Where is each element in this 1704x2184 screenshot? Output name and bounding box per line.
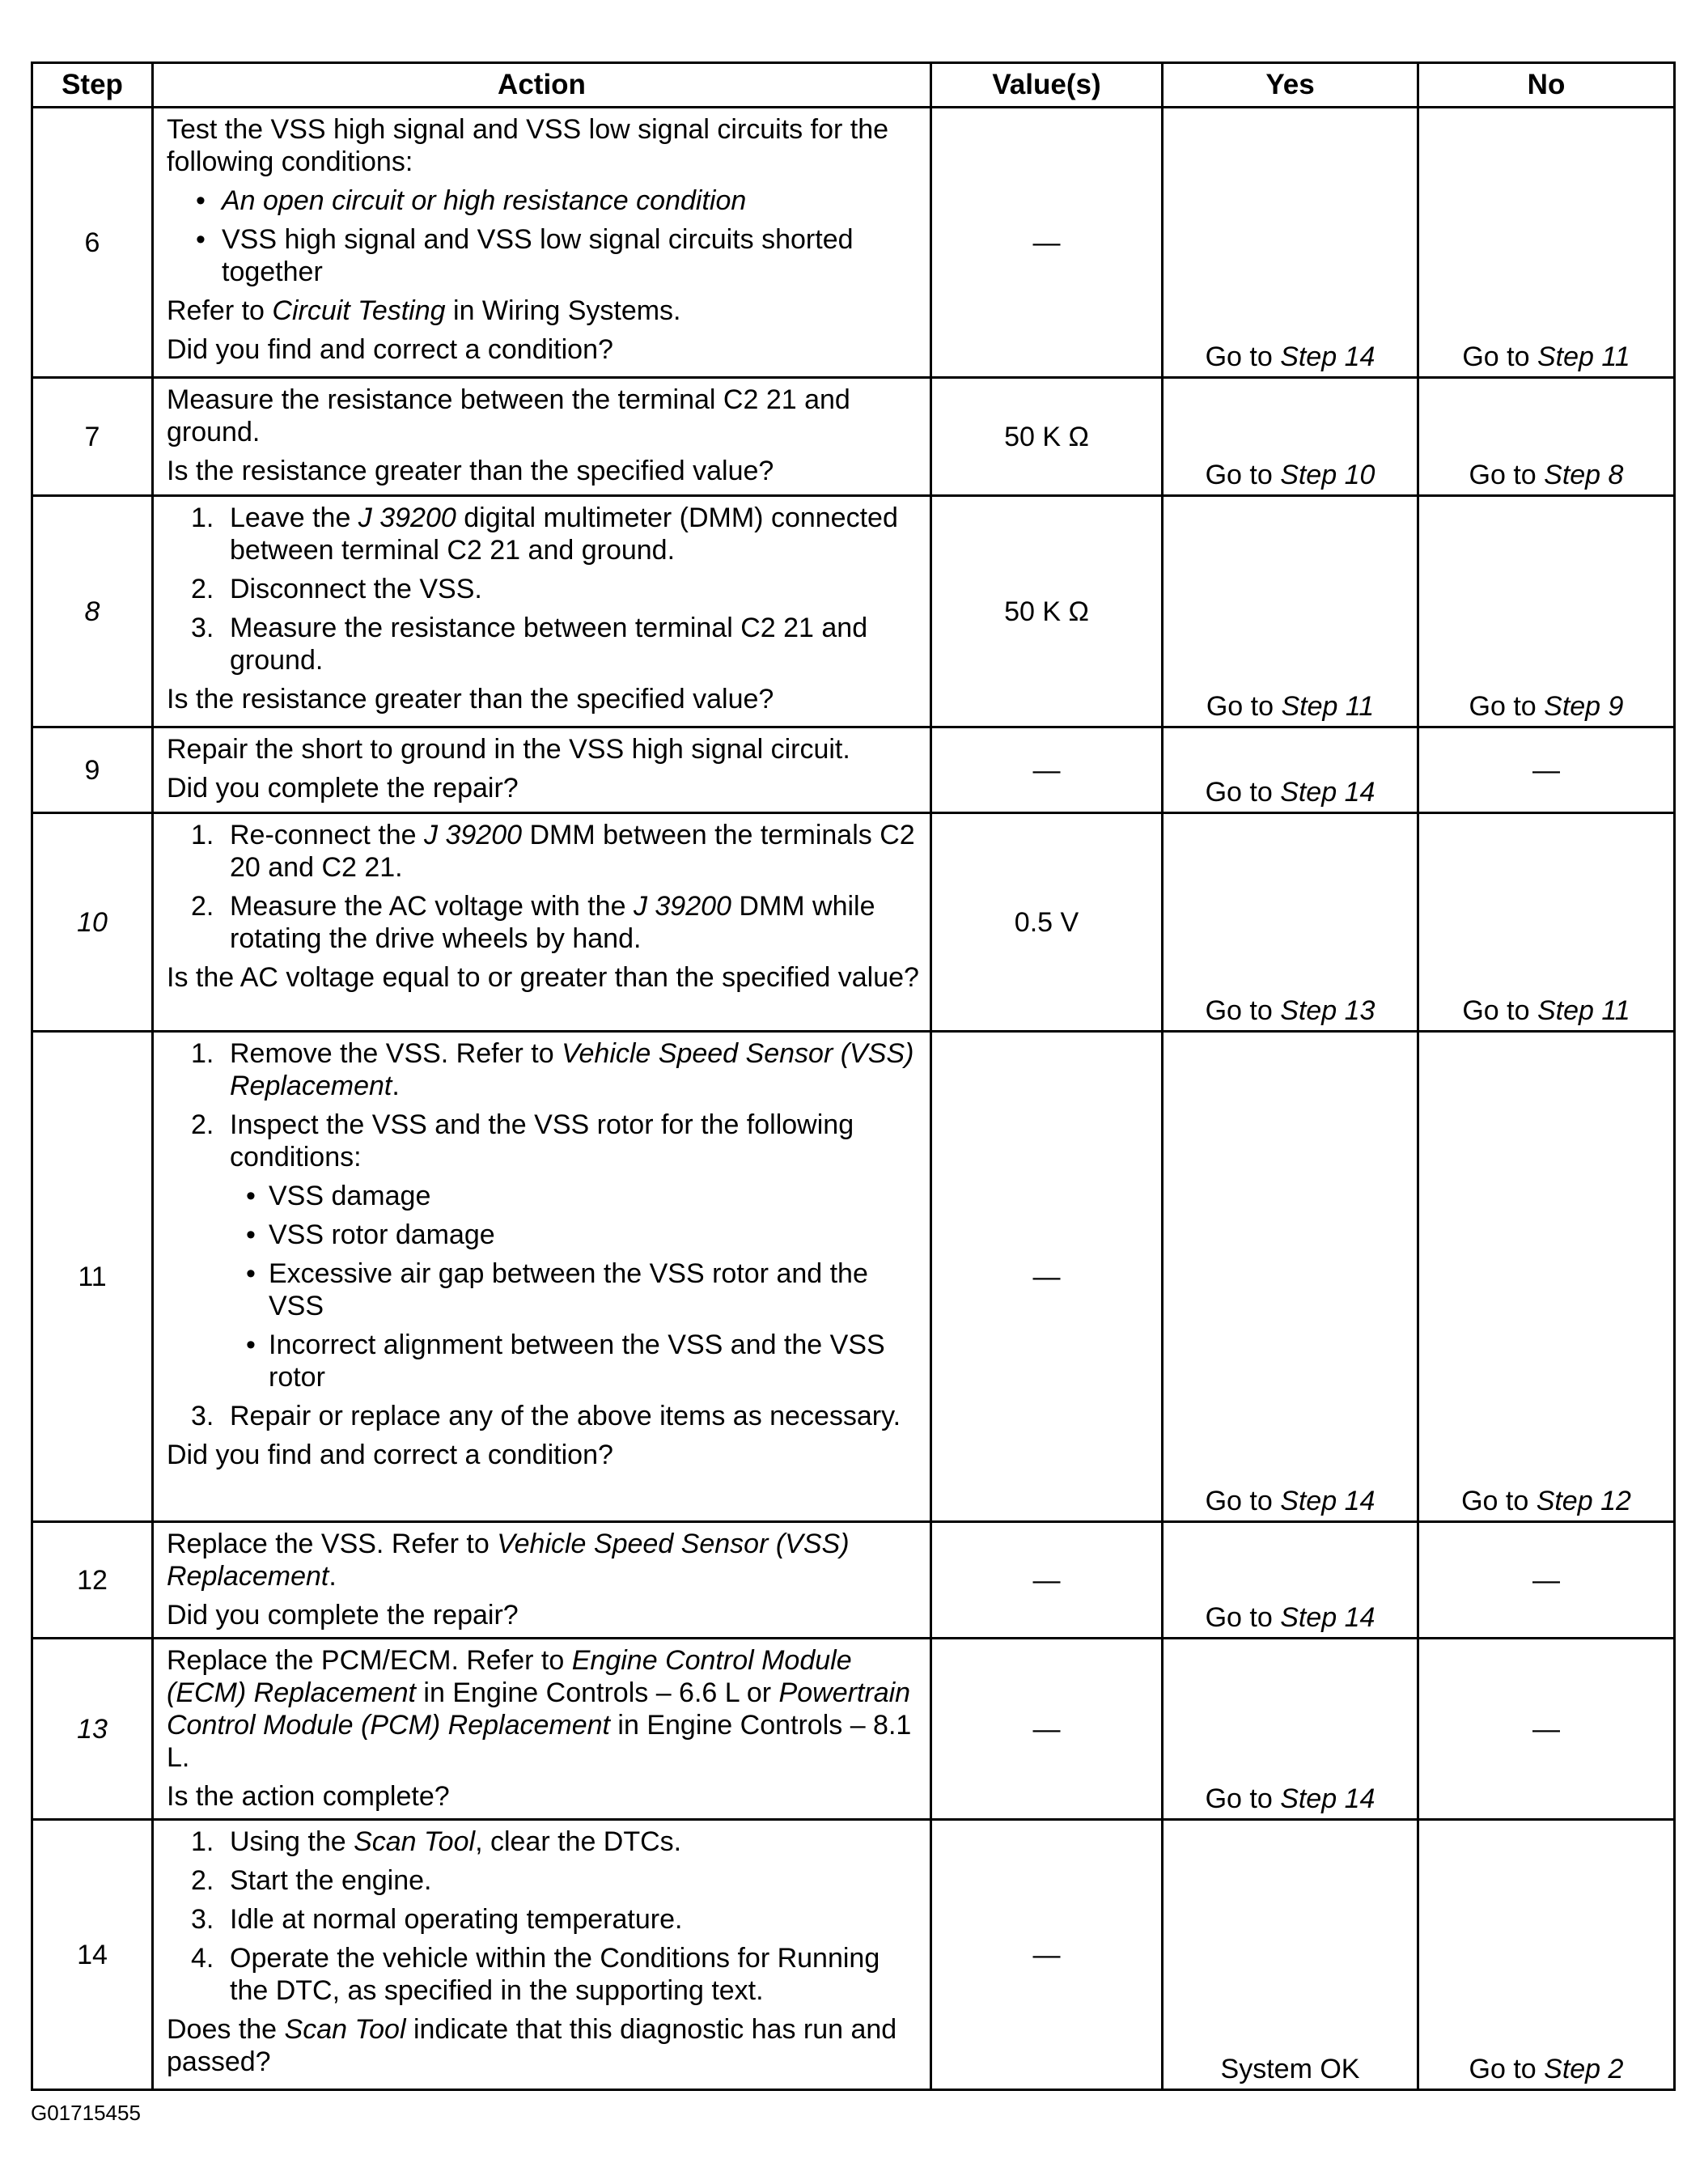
step-number: 12 [32, 1522, 153, 1639]
action-question: Did you find and correct a condition? [167, 334, 613, 365]
yes-cell: Go to Step 14 [1163, 1032, 1418, 1522]
no-cell: Go to Step 12 [1418, 1032, 1675, 1522]
yes-cell: Go to Step 11 [1163, 496, 1418, 727]
goto-step-link[interactable]: Step 8 [1544, 460, 1624, 490]
goto-step-link[interactable]: Step 11 [1537, 995, 1630, 1026]
list-item: 1. Leave the J 39200 digital multimeter (DMM) connected between terminal C2 21 and ground. [191, 503, 898, 566]
list-item: 1. Re-connect the J 39200 DMM between the terminals C2 20 and C2 21. [191, 820, 915, 883]
yes-cell: Go to Step 14 [1163, 1639, 1418, 1820]
action-refer: Refer to Circuit Testing in Wiring Systems. [167, 295, 681, 326]
goto-step-link[interactable]: Step 11 [1281, 691, 1375, 722]
goto-step-link[interactable]: Step 14 [1280, 1486, 1375, 1516]
goto-step-link[interactable]: Step 9 [1544, 691, 1624, 722]
reference-link[interactable]: Powertrain Control Module (PCM) Replacement [167, 1677, 911, 1741]
procedure-list [167, 1826, 920, 2007]
yes-cell: Go to Step 13 [1163, 813, 1418, 1032]
action-question: Is the resistance greater than the specified value? [167, 684, 774, 715]
procedure-list [167, 1037, 920, 1432]
goto-step-link[interactable]: Step 2 [1544, 2054, 1624, 2084]
diagnostic-table [31, 61, 1676, 2091]
reference-link[interactable]: Vehicle Speed Sensor (VSS) Replacement [167, 1529, 850, 1592]
table-row-step-11 [32, 1032, 1675, 1522]
goto-step-link[interactable]: Step 14 [1280, 1602, 1375, 1633]
header-no: No [1418, 63, 1675, 108]
step-number: 14 [32, 1820, 153, 2090]
list-item: 3. Idle at normal operating temperature. [191, 1904, 683, 1935]
goto-step-link[interactable]: Step 11 [1537, 341, 1630, 372]
goto-step-link[interactable]: Step 14 [1280, 1783, 1375, 1814]
step-number: 6 [32, 108, 153, 378]
action-cell [153, 1820, 931, 2090]
value-cell: 50 K Ω [931, 496, 1163, 727]
action-cell [153, 378, 931, 496]
action-cell [153, 813, 931, 1032]
yes-cell: System OK [1163, 1820, 1418, 2090]
no-cell: — [1418, 727, 1675, 813]
value-cell: — [931, 1032, 1163, 1522]
value-cell: 0.5 V [931, 813, 1163, 1032]
value-cell: — [931, 108, 1163, 378]
table-row-step-12 [32, 1522, 1675, 1639]
yes-cell: Go to Step 14 [1163, 727, 1418, 813]
action-cell [153, 108, 931, 378]
action-cell [153, 496, 931, 727]
step-number: 13 [32, 1639, 153, 1820]
no-cell: Go to Step 9 [1418, 496, 1675, 727]
table-row-step-14 [32, 1820, 1675, 2090]
table-row-step-10 [32, 813, 1675, 1032]
value-cell: — [931, 727, 1163, 813]
list-item: 2. Disconnect the VSS. [191, 574, 482, 604]
yes-cell: Go to Step 10 [1163, 378, 1418, 496]
procedure-list [167, 502, 920, 676]
step-number: 9 [32, 727, 153, 813]
action-cell [153, 1032, 931, 1522]
procedure-list [167, 819, 920, 955]
table-row-step-9 [32, 727, 1675, 813]
list-item: • VSS rotor damage [230, 1219, 920, 1251]
condition-list [230, 1180, 920, 1393]
action-cell [153, 727, 931, 813]
value-cell: — [931, 1522, 1163, 1639]
list-item: • VSS high signal and VSS low signal circuits shorted together [167, 223, 920, 288]
list-item: • VSS damage [230, 1180, 920, 1212]
list-item: • An open circuit or high resistance condition [167, 184, 920, 217]
step-number: 11 [32, 1032, 153, 1522]
table-row-step-13 [32, 1639, 1675, 1820]
list-item: 2. Measure the AC voltage with the J 39200 DMM while rotating the drive wheels by hand. [191, 891, 875, 954]
table-row-step-7 [32, 378, 1675, 496]
goto-step-link[interactable]: Step 10 [1280, 460, 1375, 490]
action-question: Did you complete the repair? [167, 773, 519, 804]
no-cell: Go to Step 8 [1418, 378, 1675, 496]
header-action: Action [153, 63, 931, 108]
reference-link[interactable]: Engine Control Module (ECM) Replacement [167, 1645, 852, 1708]
action-question: Is the AC voltage equal to or greater than the specified value? [167, 962, 919, 993]
no-cell: Go to Step 2 [1418, 1820, 1675, 2090]
goto-step-link[interactable]: Step 13 [1280, 995, 1375, 1026]
figure-id: G01715455 [31, 2101, 141, 2125]
goto-step-link[interactable]: Step 12 [1536, 1486, 1631, 1516]
goto-step-link[interactable]: Step 14 [1280, 341, 1375, 372]
list-item: 1. Using the Scan Tool, clear the DTCs. [191, 1826, 682, 1857]
action-question: Does the Scan Tool indicate that this diagnostic has run and passed? [167, 2014, 897, 2077]
action-cell [153, 1522, 931, 1639]
table-row-step-6 [32, 108, 1675, 378]
step-number: 8 [32, 496, 153, 727]
action-question: Did you complete the repair? [167, 1600, 519, 1631]
yes-cell: Go to Step 14 [1163, 1522, 1418, 1639]
header-yes: Yes [1163, 63, 1418, 108]
action-intro: Test the VSS high signal and VSS low signal circuits for the following conditions: [167, 114, 889, 177]
no-cell: — [1418, 1522, 1675, 1639]
no-cell: Go to Step 11 [1418, 108, 1675, 378]
reference-link[interactable]: Circuit Testing [272, 295, 446, 326]
value-cell: — [931, 1820, 1163, 2090]
action-question: Is the action complete? [167, 1781, 450, 1812]
step-number: 10 [32, 813, 153, 1032]
action-question: Is the resistance greater than the specified value? [167, 456, 774, 486]
list-item: 4. Operate the vehicle within the Conditions for Running the DTC, as specified in the supporting text. [191, 1943, 880, 2006]
action-refer: Replace the VSS. Refer to Vehicle Speed Sensor (VSS) Replacement. [167, 1529, 850, 1592]
header-row [32, 63, 1675, 108]
reference-link[interactable]: Vehicle Speed Sensor (VSS) Replacement [230, 1038, 914, 1101]
action-refer: Replace the PCM/ECM. Refer to Engine Control Module (ECM) Replacement in Engine Controls – 6.6 L or Powertrain Control Module (PCM) Replacement in Engine Controls – 8.1 L. [167, 1645, 912, 1773]
header-values: Value(s) [931, 63, 1163, 108]
list-item: • Incorrect alignment between the VSS and the VSS rotor [230, 1329, 920, 1393]
list-item: 1. Remove the VSS. Refer to Vehicle Speed Sensor (VSS) Replacement. [191, 1038, 914, 1101]
table-row-step-8 [32, 496, 1675, 727]
value-cell: — [931, 1639, 1163, 1820]
list-item: • Excessive air gap between the VSS rotor and the VSS [230, 1257, 920, 1322]
action-cell [153, 1639, 931, 1820]
action-text: Measure the resistance between the terminal C2 21 and ground. [167, 384, 850, 447]
goto-step-link[interactable]: Step 14 [1280, 777, 1375, 808]
no-cell: Go to Step 11 [1418, 813, 1675, 1032]
action-text: Repair the short to ground in the VSS high signal circuit. [167, 734, 850, 765]
list-item: 3. Measure the resistance between terminal C2 21 and ground. [191, 613, 868, 676]
header-step: Step [32, 63, 153, 108]
action-question: Did you find and correct a condition? [167, 1440, 613, 1470]
step-number: 7 [32, 378, 153, 496]
value-cell: 50 K Ω [931, 378, 1163, 496]
list-item: 2. Start the engine. [191, 1865, 432, 1896]
yes-cell: Go to Step 14 [1163, 108, 1418, 378]
condition-list [167, 184, 920, 288]
list-item: 3. Repair or replace any of the above items as necessary. [191, 1401, 901, 1431]
list-item: 2. Inspect the VSS and the VSS rotor for the following conditions: • VSS damage • VSS rotor damage • Excessive air gap between the VSS rotor and the VSS • Incorrect alignment between the VSS and the VSS rotor [167, 1109, 920, 1393]
no-cell: — [1418, 1639, 1675, 1820]
